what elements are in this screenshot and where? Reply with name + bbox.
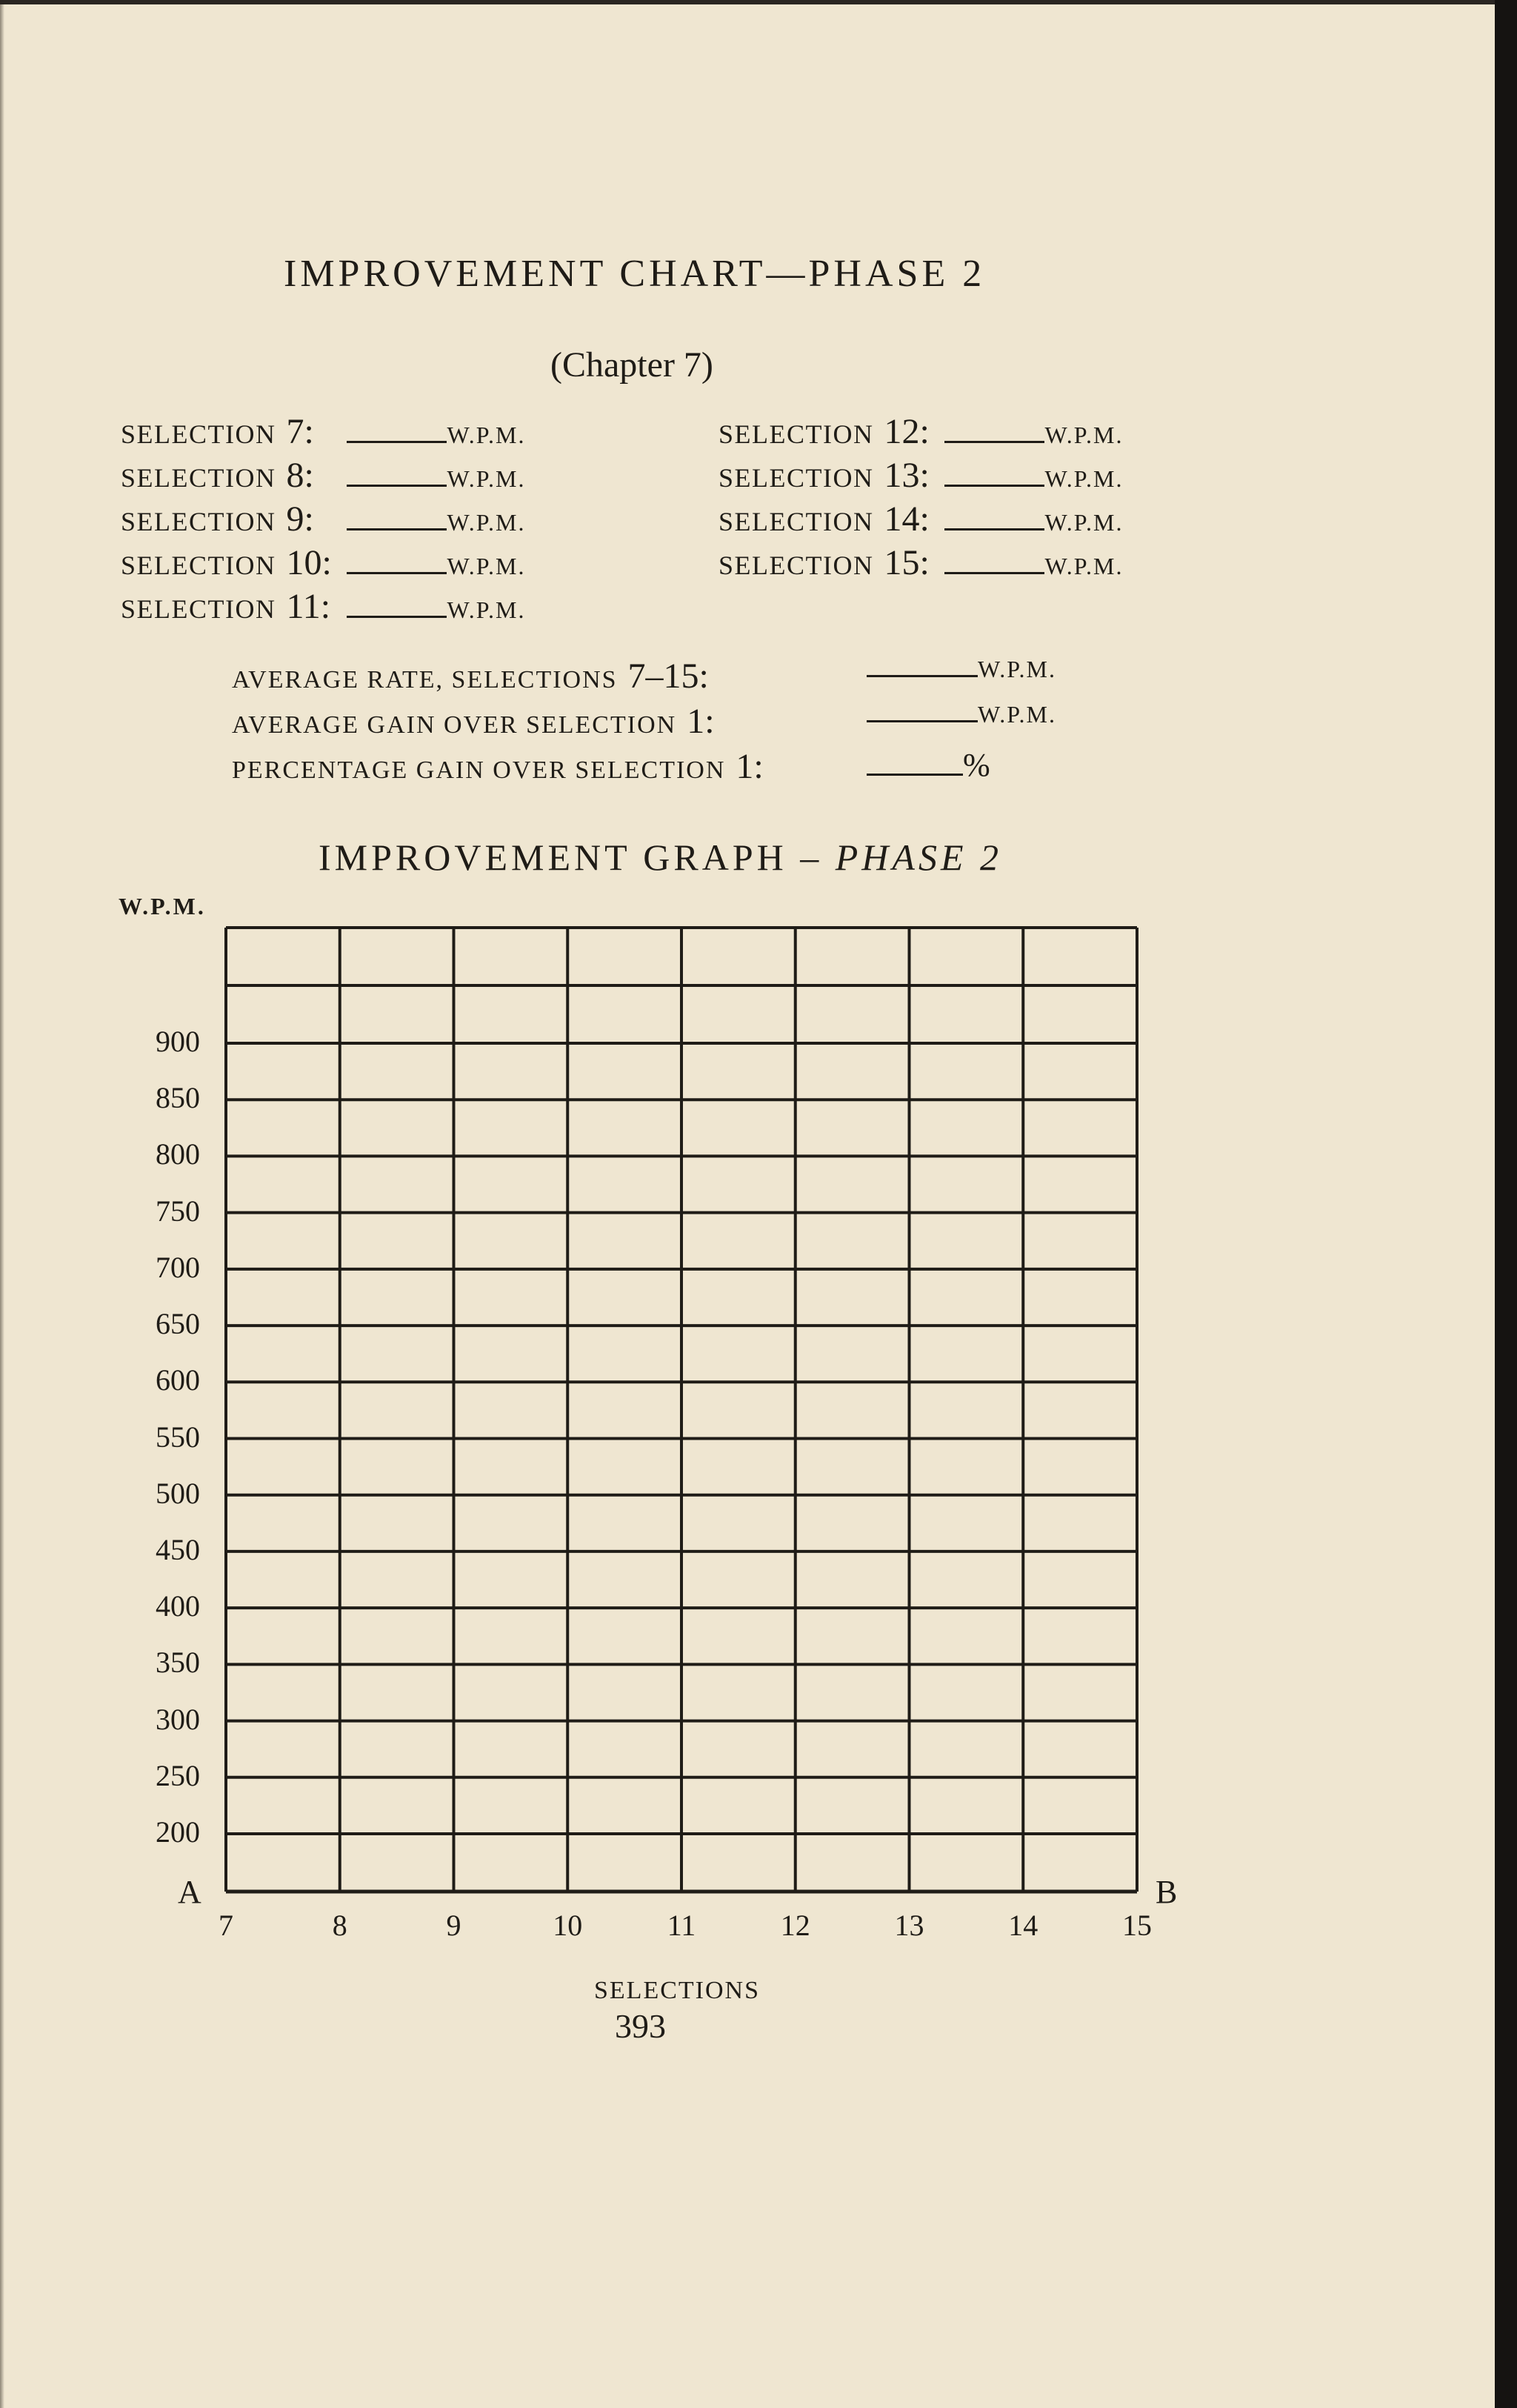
selection-number: 7: xyxy=(286,412,314,451)
selection-word: SELECTION xyxy=(121,507,276,536)
corner-label-b: B xyxy=(1156,1874,1178,1910)
selection-word: SELECTION xyxy=(719,551,874,580)
unit-label: % xyxy=(963,747,992,783)
selection-number: 14: xyxy=(884,499,930,539)
unit-label: W.P.M. xyxy=(1044,509,1124,536)
summary-label-text: AVERAGE RATE, SELECTIONS xyxy=(232,666,618,694)
x-tick-label: 11 xyxy=(667,1909,696,1942)
summary-label-text: AVERAGE GAIN OVER SELECTION xyxy=(232,711,677,739)
summary-number: 1: xyxy=(687,702,715,741)
unit-label: W.P.M. xyxy=(447,422,526,448)
y-axis-title: W.P.M. xyxy=(119,893,206,919)
unit-label: W.P.M. xyxy=(1044,465,1124,492)
y-tick-label: 700 xyxy=(156,1250,200,1284)
x-tick-label: 8 xyxy=(332,1909,347,1942)
page-title: IMPROVEMENT CHART—PHASE 2 xyxy=(284,253,986,295)
unit-label: W.P.M. xyxy=(978,656,1056,682)
unit-label: W.P.M. xyxy=(978,701,1056,728)
x-tick-label: 14 xyxy=(1008,1909,1038,1942)
selection-word: SELECTION xyxy=(121,594,276,624)
unit-label: W.P.M. xyxy=(447,465,526,492)
selection-number: 15: xyxy=(884,543,930,582)
y-tick-label: 550 xyxy=(156,1420,200,1454)
unit-label: W.P.M. xyxy=(1044,553,1124,579)
y-tick-label: 450 xyxy=(156,1532,200,1566)
selection-word: SELECTION xyxy=(121,463,276,493)
chapter-subtitle: (Chapter 7) xyxy=(550,345,713,385)
y-tick-label: 850 xyxy=(156,1081,200,1115)
x-tick-label: 9 xyxy=(446,1909,461,1942)
graph-title: IMPROVEMENT GRAPH – PHASE 2 xyxy=(319,837,1002,878)
x-tick-label: 13 xyxy=(894,1909,924,1942)
y-tick-label: 750 xyxy=(156,1194,200,1228)
summary-number: 7–15: xyxy=(627,656,709,696)
selection-word: SELECTION xyxy=(719,507,874,536)
y-tick-label: 500 xyxy=(156,1476,200,1510)
selection-word: SELECTION xyxy=(121,419,276,449)
selection-number: 10: xyxy=(286,543,332,582)
selection-word: SELECTION xyxy=(719,419,874,449)
unit-label: W.P.M. xyxy=(447,596,526,623)
selection-number: 12: xyxy=(884,412,930,451)
summary-number: 1: xyxy=(736,747,764,786)
corner-label-a: A xyxy=(178,1874,201,1910)
x-tick-label: 15 xyxy=(1122,1909,1152,1942)
selection-word: SELECTION xyxy=(719,463,874,493)
x-tick-label: 12 xyxy=(780,1909,810,1942)
y-tick-label: 650 xyxy=(156,1307,200,1341)
y-tick-label: 800 xyxy=(156,1137,200,1171)
selection-number: 8: xyxy=(286,456,314,495)
unit-label: W.P.M. xyxy=(447,509,526,536)
x-tick-label: 7 xyxy=(219,1909,233,1942)
summary-label-text: PERCENTAGE GAIN OVER SELECTION xyxy=(232,756,726,784)
y-tick-label: 900 xyxy=(156,1025,200,1058)
x-axis-title: SELECTIONS xyxy=(594,1977,760,2004)
y-tick-label: 350 xyxy=(156,1646,200,1680)
unit-label: W.P.M. xyxy=(1044,422,1124,448)
selection-number: 13: xyxy=(884,456,930,495)
unit-label: W.P.M. xyxy=(447,553,526,579)
selection-number: 9: xyxy=(286,499,314,539)
y-tick-label: 300 xyxy=(156,1702,200,1736)
y-tick-label: 200 xyxy=(156,1815,200,1849)
page-number: 393 xyxy=(615,2007,666,2045)
x-tick-label: 10 xyxy=(553,1909,583,1942)
page-edge-shadow xyxy=(1495,0,1517,2408)
selection-number: 11: xyxy=(286,587,331,626)
y-tick-label: 400 xyxy=(156,1589,200,1623)
y-tick-label: 250 xyxy=(156,1758,200,1792)
y-tick-label: 600 xyxy=(156,1363,200,1397)
selection-word: SELECTION xyxy=(121,551,276,580)
